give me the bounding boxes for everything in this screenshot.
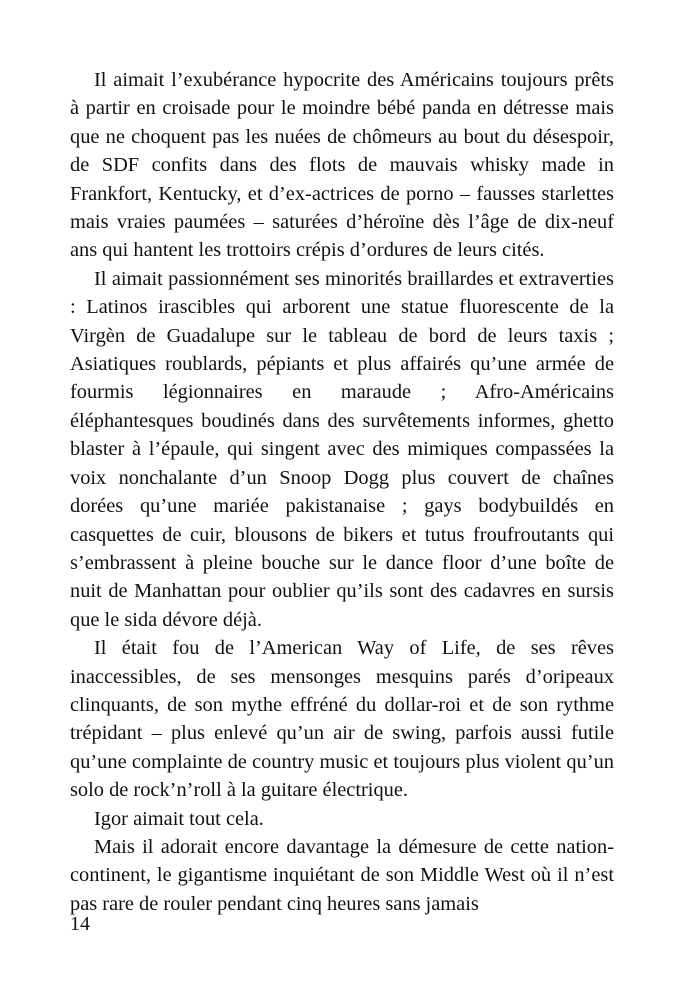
paragraph-1: Il aimait l’exubérance hypocrite des Américains toujours prêts à partir en croisade pour le moindre bébé panda en détresse mais que ne choquent pas les nuées de chômeurs au bout du désespoir, de SDF confits dans des flots de mauvais whisky made in Frankfort, Kentucky, et d’ex-actrices de porno – fausses starlettes mais vraies paumées – saturées d’héroïne dès l’âge de dix-neuf ans qui hantent les trottoirs crépis d’ordures de leurs cités. (70, 69, 614, 262)
paragraph-2: Il aimait passionnément ses minorités braillardes et extraverties : Latinos irascibles qui arborent une statue fluorescente de la Virgèn de Guadalupe sur le tableau de bord de leurs taxis ; Asiatiques roublards, pépiants et plus affairés qu’une armée de fourmis légionnaires en maraude ; Afro-Américains éléphantesques boudinés dans des survêtements informes, ghetto blaster à l’épaule, qui singent avec des mimiques compassées la voix nonchalante d’un Snoop Dogg plus couvert de chaînes dorées qu’une mariée pakistanaise ; gays bodybuildés en casquettes de cuir, blousons de bikers et tutus froufroutants qui s’embrassent à pleine bouche sur le dance floor d’une boîte de nuit de Manhattan pour oublier qu’ils sont des cadavres en sursis que le sida dévore déjà. (70, 267, 614, 631)
page-text-block (70, 66, 614, 918)
paragraph-4: Igor aimait tout cela. (94, 807, 264, 830)
paragraph-3: Il était fou de l’American Way of Life, de ses rêves inaccessibles, de ses mensonges mesquins parés d’oripeaux clinquants, de son mythe effréné du dollar-roi et de son rythme trépidant – plus enlevé qu’un air de swing, parfois aussi futile qu’une complainte de country music et toujours plus violent qu’un solo de rock’n’roll à la guitare électrique. (70, 637, 614, 802)
page-number: 14 (70, 913, 90, 935)
paragraph-5: Mais il adorait encore davantage la démesure de cette nation-continent, le gigantisme inquiétant de son Middle West où il n’est pas rare de rouler pendant cinq heures sans jamais (70, 835, 614, 915)
